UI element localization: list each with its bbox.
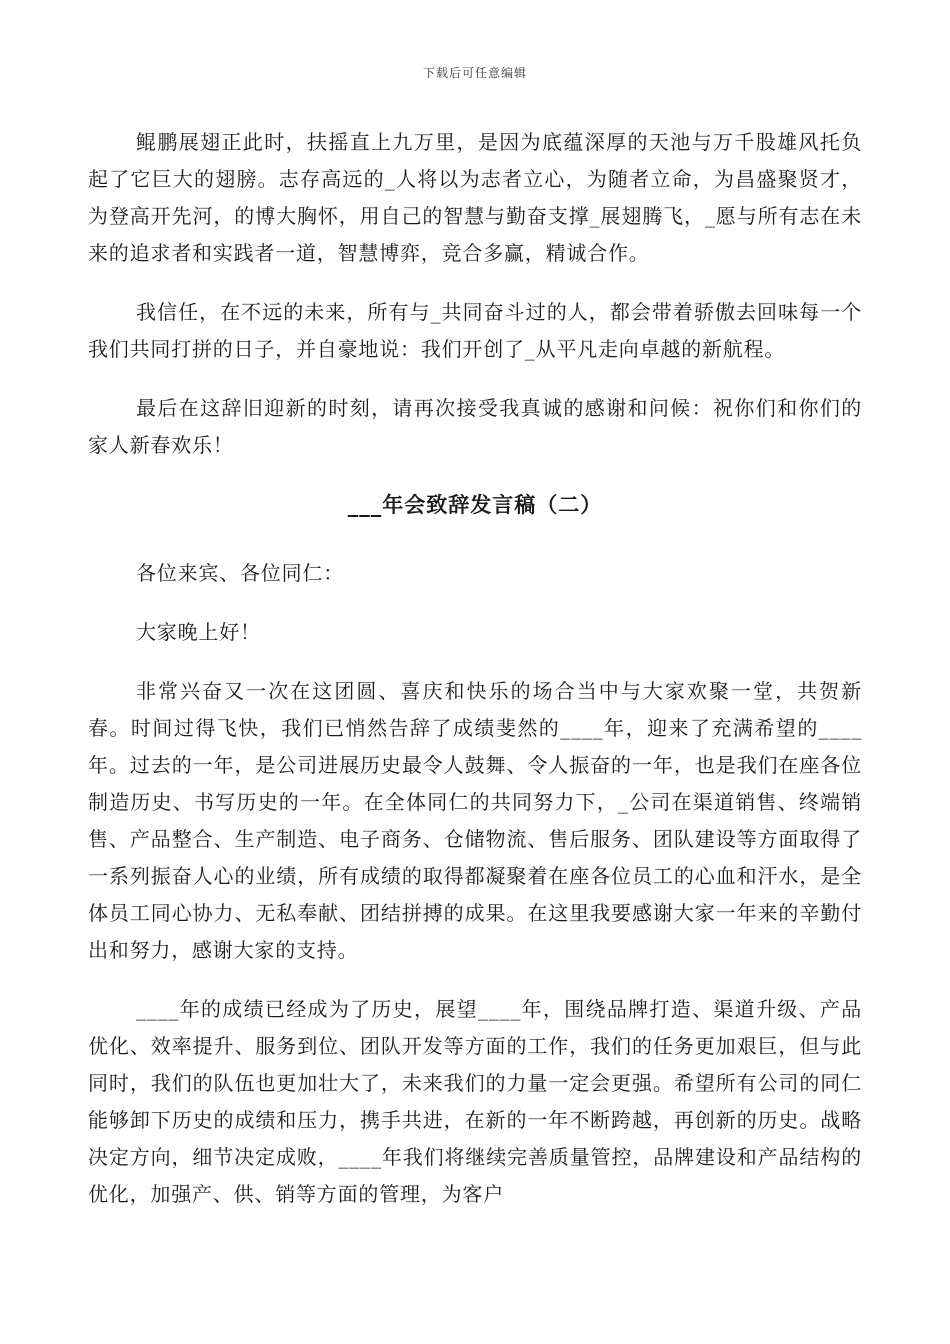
section-title: ___年会致辞发言稿（二） — [347, 492, 603, 517]
greeting: 各位来宾、各位同仁： — [136, 561, 344, 585]
salutation: 大家晚上好！ — [136, 620, 261, 644]
paragraph-4: 非常兴奋又一次在这团圆、喜庆和快乐的场合当中与大家欢聚一堂，共贺新春。时间过得飞快，我们已悄然告辞了成绩斐然的____年，迎来了充满希望的____年。过去的一年，是公司进展历史最令人鼓舞、令人振奋的一年，也是我们在座各位制造历史、书写历史的一年。在全体同仁的共同努力下，_公司在渠道销售、终端销售、产品整合、生产制造、电子商务、仓储物流、售后服务、团队建设等方面取得了一系列振奋人心的业绩，所有成绩的取得都凝聚着在座各位员工的心血和汗水，是全体员工同心协力、无私奉献、团结拼搏的成果。在这里我要感谢大家一年来的辛勤付出和努力，感谢大家的支持。 — [88, 679, 862, 962]
document-body — [88, 124, 862, 1235]
page-header-note: 下载后可任意编辑 — [422, 66, 527, 80]
paragraph-3: 最后在这辞旧迎新的时刻，请再次接受我真诚的感谢和问候：祝你们和你们的家人新春欢乐！ — [88, 396, 862, 457]
paragraph-5: ____年的成绩已经成为了历史，展望____年，围绕品牌打造、渠道升级、产品优化、效率提升、服务到位、团队开发等方面的工作，我们的任务更加艰巨，但与此同时，我们的队伍也更加壮大了，未来我们的力量一定会更强。希望所有公司的同仁能够卸下历史的成绩和压力，携手共进，在新的一年不断跨越，再创新的历史。战略决定方向，细节决定成败，____年我们将继续完善质量管控，品牌建设和产品结构的优化，加强产、供、销等方面的管理，为客户 — [88, 997, 862, 1206]
paragraph-2: 我信任，在不远的未来，所有与_共同奋斗过的人，都会带着骄傲去回味每一个我们共同打拼的日子，并自豪地说：我们开创了_从平凡走向卓越的新航程。 — [88, 300, 862, 361]
paragraph-1: 鲲鹏展翅正此时，扶摇直上九万里，是因为底蕴深厚的天池与万千股雄风托负起了它巨大的翅膀。志存高远的_人将以为志者立心，为随者立命，为昌盛聚贤才，为登高开先河，的博大胸怀，用自己的智慧与勤奋支撑_展翅腾飞，_愿与所有志在未来的追求者和实践者一道，智慧博弈，竞合多赢，精诚合作。 — [88, 130, 862, 265]
